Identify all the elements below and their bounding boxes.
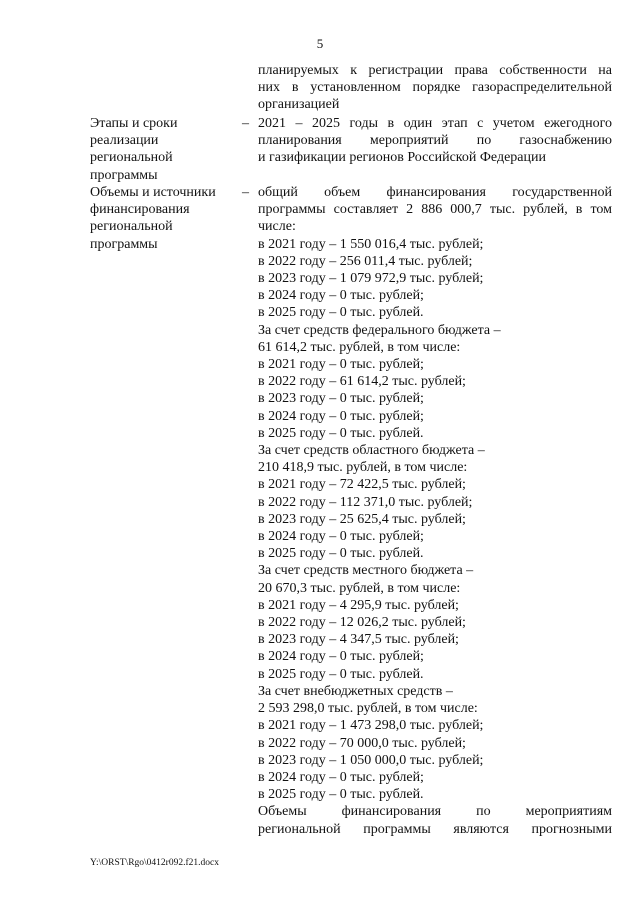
financing-line: в 2022 году – 112 371,0 тыс. рублей;	[258, 494, 473, 510]
financing-line: За счет средств местного бюджета –	[258, 563, 474, 579]
financing-line: в 2024 году – 0 тыс. рублей;	[258, 649, 424, 665]
financing-line: в 2025 году – 0 тыс. рублей.	[258, 305, 424, 321]
financing-line: в 2025 году – 0 тыс. рублей.	[258, 425, 424, 441]
stages-dash: –	[242, 116, 249, 131]
stages-label-line: реализации	[90, 133, 159, 149]
financing-line: в 2022 году – 70 000,0 тыс. рублей;	[258, 735, 466, 751]
intro-line: организацией	[258, 97, 340, 113]
financing-line: За счет средств областного бюджета –	[258, 443, 485, 459]
financing-intro-line: программы составляет 2 886 000,7 тыс. рублей, в том	[258, 202, 612, 218]
financing-line: в 2023 году – 1 050 000,0 тыс. рублей;	[258, 752, 484, 768]
page-number: 5	[316, 36, 324, 51]
financing-lines	[258, 236, 612, 804]
financing-intro-line: общий объем финансирования государственной	[258, 185, 612, 200]
stages-label-line: Этапы и сроки	[90, 116, 178, 131]
financing-line: в 2023 году – 25 625,4 тыс. рублей;	[258, 511, 466, 527]
stages-label-line: региональной	[90, 150, 173, 166]
financing-line: в 2024 году – 0 тыс. рублей;	[258, 769, 424, 785]
financing-intro-line: числе:	[258, 219, 296, 235]
financing-line: За счет средств федерального бюджета –	[258, 322, 501, 338]
financing-line: 2 593 298,0 тыс. рублей, в том числе:	[258, 701, 478, 717]
financing-line: в 2023 году – 1 079 972,9 тыс. рублей;	[258, 271, 484, 287]
financing-final-line: региональной программы являются прогнозными	[258, 821, 612, 837]
financing-label-line: Объемы и источники	[90, 185, 216, 200]
financing-dash: –	[242, 185, 249, 200]
stages-content	[258, 115, 612, 167]
intro-line: них в установленном порядке газораспределительной	[258, 80, 612, 96]
financing-label	[90, 184, 230, 253]
stages-line: и газификации регионов Российской Федерации	[258, 150, 546, 166]
stages-label-line: программы	[90, 167, 158, 183]
financing-line: в 2025 году – 0 тыс. рублей.	[258, 666, 424, 682]
financing-line: в 2021 году – 4 295,9 тыс. рублей;	[258, 597, 459, 613]
financing-line: в 2024 году – 0 тыс. рублей;	[258, 288, 424, 304]
financing-label-line: программы	[90, 236, 158, 252]
financing-line: в 2021 году – 0 тыс. рублей;	[258, 357, 424, 373]
financing-line: в 2022 году – 256 011,4 тыс. рублей;	[258, 253, 473, 269]
intro-line: планируемых к регистрации права собственности на	[258, 63, 612, 78]
financing-content	[258, 184, 612, 838]
financing-line: в 2021 году – 72 422,5 тыс. рублей;	[258, 477, 466, 493]
financing-line: За счет внебюджетных средств –	[258, 683, 453, 699]
financing-line: в 2024 году – 0 тыс. рублей;	[258, 408, 424, 424]
financing-label-line: региональной	[90, 219, 173, 235]
intro-text	[258, 62, 612, 114]
financing-line: в 2023 году – 0 тыс. рублей;	[258, 391, 424, 407]
financing-line: в 2021 году – 1 473 298,0 тыс. рублей;	[258, 718, 484, 734]
financing-final-line: Объемы финансирования по мероприятиям	[258, 804, 612, 820]
financing-line: 20 670,3 тыс. рублей, в том числе:	[258, 580, 461, 596]
financing-line: в 2022 году – 12 026,2 тыс. рублей;	[258, 615, 466, 631]
financing-line: в 2025 году – 0 тыс. рублей.	[258, 546, 424, 562]
financing-line: в 2022 году – 61 614,2 тыс. рублей;	[258, 374, 466, 390]
financing-label-line: финансирования	[90, 202, 190, 218]
financing-line: в 2023 году – 4 347,5 тыс. рублей;	[258, 632, 459, 648]
financing-line: 210 418,9 тыс. рублей, в том числе:	[258, 460, 468, 476]
stages-line: 2021 – 2025 годы в один этап с учетом ежегодного	[258, 116, 612, 131]
financing-line: 61 614,2 тыс. рублей, в том числе:	[258, 339, 461, 355]
stages-label	[90, 115, 230, 184]
footer-file-path: Y:\ORST\Rgo\0412r092.f21.docx	[90, 858, 219, 868]
financing-line: в 2024 году – 0 тыс. рублей;	[258, 529, 424, 545]
financing-line: в 2021 году – 1 550 016,4 тыс. рублей;	[258, 236, 484, 252]
financing-line: в 2025 году – 0 тыс. рублей.	[258, 787, 424, 803]
stages-line: планирования мероприятий по газоснабжению	[258, 133, 612, 149]
